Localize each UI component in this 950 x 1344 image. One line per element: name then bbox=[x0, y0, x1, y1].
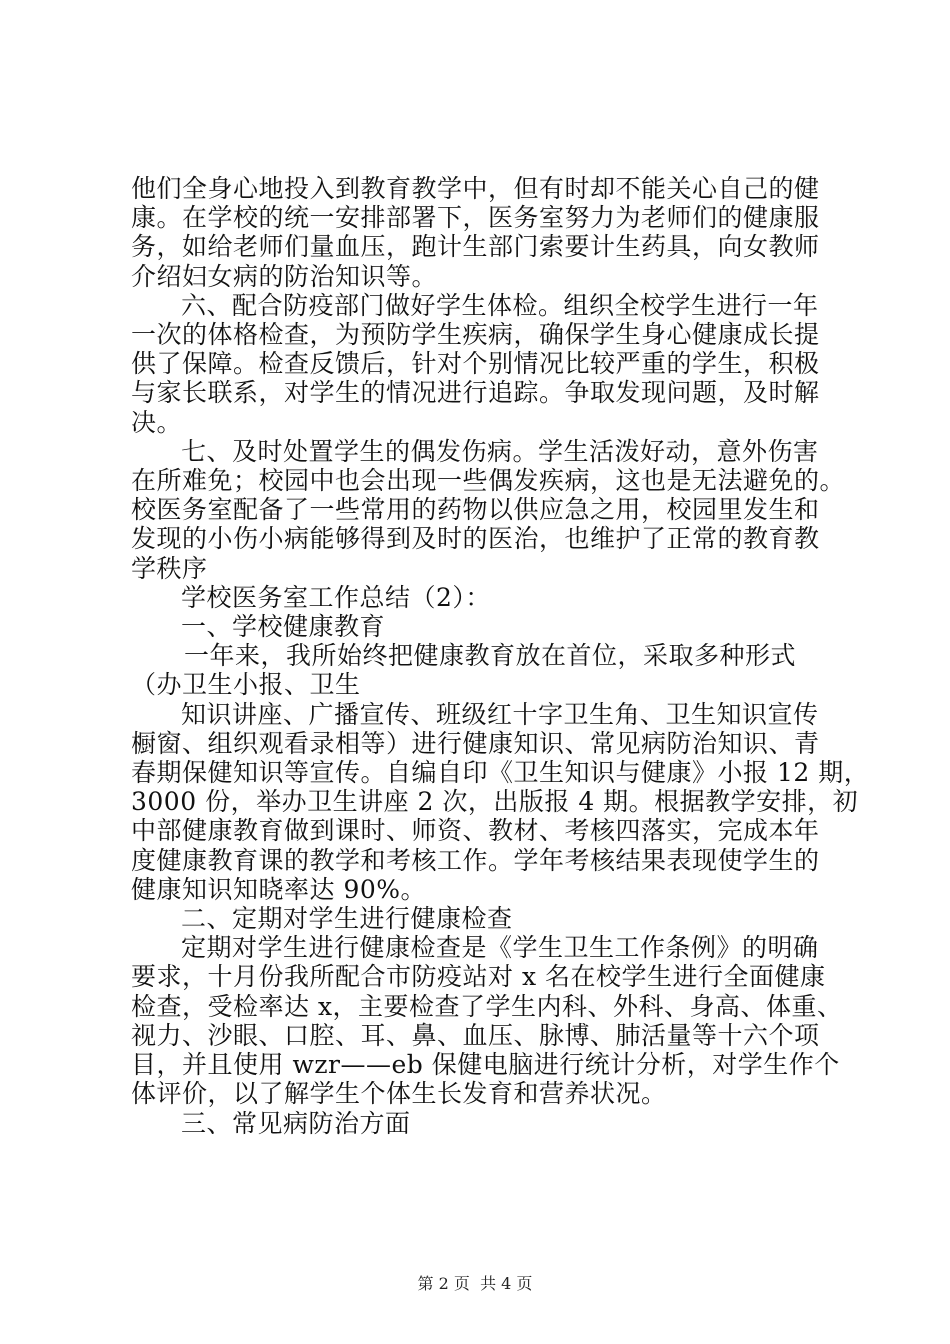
paragraph-line: 春期保健知识等宣传。自编自印《卫生知识与健康》小报 12 期， bbox=[131, 758, 870, 788]
paragraph-line: 校医务室配备了一些常用的药物以供应急之用，校园里发生和 bbox=[131, 495, 820, 525]
section-title: 学校医务室工作总结（2）： bbox=[181, 582, 491, 612]
paragraph-line: 定期对学生进行健康检查是《学生卫生工作条例》的明确 bbox=[181, 933, 819, 963]
paragraph-line: （办卫生小报、卫生 bbox=[131, 670, 361, 700]
section-heading: 三、常见病防治方面 bbox=[181, 1108, 411, 1138]
paragraph-line: 学秩序 bbox=[131, 553, 208, 583]
section-heading: 二、定期对学生进行健康检查 bbox=[181, 904, 513, 934]
paragraph-line: 检查，受检率达 x，主要检查了学生内科、外科、身高、体重、 bbox=[131, 991, 843, 1021]
paragraph-line: 务，如给老师们量血压，跑计生部门索要计生药具，向女教师 bbox=[131, 232, 820, 262]
paragraph-line: 目，并且使用 wzr——eb 保健电脑进行统计分析，对学生作个 bbox=[131, 1050, 840, 1080]
paragraph-line: 度健康教育课的教学和考核工作。学年考核结果表现使学生的 bbox=[131, 845, 820, 875]
paragraph-line: 在所难免；校园中也会出现一些偶发疾病，这也是无法避免的。 bbox=[131, 466, 846, 496]
paragraph-line: 他们全身心地投入到教育教学中，但有时却不能关心自己的健 bbox=[131, 174, 820, 203]
paragraph-line: 要求，十月份我所配合市防疫站对 x 名在校学生进行全面健康 bbox=[131, 962, 826, 992]
paragraph-line: 一次的体格检查，为预防学生疾病，确保学生身心健康成长提 bbox=[131, 320, 820, 350]
paragraph-line: 知识讲座、广播宣传、班级红十字卫生角、卫生知识宣传 bbox=[181, 699, 819, 729]
paragraph-line: 七、及时处置学生的偶发伤病。学生活泼好动，意外伤害 bbox=[181, 436, 819, 466]
paragraph-line: 介绍妇女病的防治知识等。 bbox=[131, 261, 438, 291]
paragraph-line: 康。在学校的统一安排部署下，医务室努力为老师们的健康服 bbox=[131, 203, 820, 233]
paragraph-line: 决。 bbox=[131, 407, 183, 437]
paragraph-line: 3000 份，举办卫生讲座 2 次，出版报 4 期。根据教学安排，初 bbox=[131, 787, 859, 817]
paragraph-line: 发现的小伤小病能够得到及时的医治，也维护了正常的教育教 bbox=[131, 524, 820, 554]
paragraph-line: 六、配合防疫部门做好学生体检。组织全校学生进行一年 bbox=[181, 290, 819, 320]
paragraph-line: 与家长联系，对学生的情况进行追踪。争取发现问题，及时解 bbox=[131, 378, 820, 408]
paragraph-line: 健康知识知晓率达 90%。 bbox=[131, 874, 427, 904]
paragraph-line: 视力、沙眼、口腔、耳、鼻、血压、脉博、肺活量等十六个项 bbox=[131, 1020, 820, 1050]
paragraph-line: 体评价，以了解学生个体生长发育和营养状况。 bbox=[131, 1079, 667, 1109]
paragraph-line: 供了保障。检查反馈后，针对个别情况比较严重的学生，积极 bbox=[131, 349, 820, 379]
paragraph-line: 橱窗、组织观看录相等）进行健康知识、常见病防治知识、青 bbox=[131, 728, 820, 758]
page-footer: 第 2 页 共 4 页 bbox=[417, 1274, 533, 1293]
paragraph-line: 一年来，我所始终把健康教育放在首位，采取多种形式 bbox=[184, 641, 797, 671]
section-heading: 一、学校健康教育 bbox=[181, 612, 386, 642]
document-body bbox=[131, 174, 870, 1138]
paragraph-line: 中部健康教育做到课时、师资、教材、考核四落实，完成本年 bbox=[131, 816, 820, 846]
